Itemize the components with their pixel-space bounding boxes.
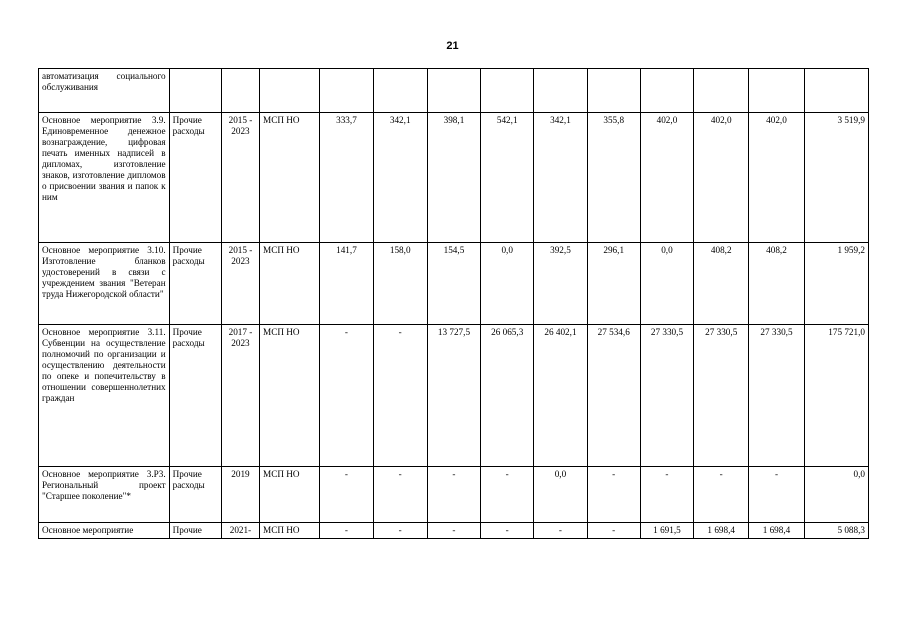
- cell-years: [221, 69, 259, 113]
- cell-source: [169, 69, 221, 113]
- cell-value: -: [320, 325, 373, 467]
- cell-value: -: [320, 467, 373, 523]
- cell-value: 342,1: [534, 113, 587, 243]
- cell-value: 27 330,5: [749, 325, 804, 467]
- cell-total: 5 088,3: [804, 523, 868, 539]
- cell-value: 1 691,5: [640, 523, 693, 539]
- cell-value: -: [749, 467, 804, 523]
- cell-value: -: [694, 467, 749, 523]
- cell-value: -: [481, 467, 534, 523]
- cell-value: 1 698,4: [694, 523, 749, 539]
- cell-years: 2017 - 2023: [221, 325, 259, 467]
- cell-value: 402,0: [694, 113, 749, 243]
- cell-total: 175 721,0: [804, 325, 868, 467]
- cell-value: 402,0: [749, 113, 804, 243]
- cell-executor: МСП НО: [260, 243, 320, 325]
- cell-executor: МСП НО: [260, 523, 320, 539]
- cell-value: 27 330,5: [694, 325, 749, 467]
- cell-value: 26 065,3: [481, 325, 534, 467]
- table-row: [39, 113, 869, 243]
- cell-source: Прочие расходы: [169, 325, 221, 467]
- cell-value: 296,1: [587, 243, 640, 325]
- table-row: [39, 325, 869, 467]
- cell-value: [749, 69, 804, 113]
- cell-total: [804, 69, 868, 113]
- cell-description: Основное мероприятие 3.11. Субвенции на осуществление полномочий по организации и осуществлению деятельности по опеке и попечительству в отношении совершеннолетних граждан: [39, 325, 170, 467]
- cell-years: 2015 - 2023: [221, 113, 259, 243]
- cell-value: [534, 69, 587, 113]
- cell-value: [427, 69, 480, 113]
- cell-value: 342,1: [373, 113, 427, 243]
- cell-value: 26 402,1: [534, 325, 587, 467]
- cell-value: 398,1: [427, 113, 480, 243]
- cell-value: -: [320, 523, 373, 539]
- cell-value: [640, 69, 693, 113]
- cell-years: 2015 - 2023: [221, 243, 259, 325]
- cell-value: -: [373, 325, 427, 467]
- cell-value: 1 698,4: [749, 523, 804, 539]
- cell-executor: [260, 69, 320, 113]
- cell-description: Основное мероприятие 3.10. Изготовление бланков удостоверений в связи с учреждением звания "Ветеран труда Нижегородской области": [39, 243, 170, 325]
- cell-value: 154,5: [427, 243, 480, 325]
- table-row: [39, 523, 869, 539]
- cell-source: Прочие: [169, 523, 221, 539]
- cell-value: 408,2: [749, 243, 804, 325]
- cell-value: [587, 69, 640, 113]
- cell-value: -: [427, 467, 480, 523]
- cell-description: автоматизация социального обслуживания: [39, 69, 170, 113]
- cell-value: 13 727,5: [427, 325, 480, 467]
- table-row: [39, 243, 869, 325]
- cell-value: 0,0: [640, 243, 693, 325]
- cell-value: -: [373, 523, 427, 539]
- cell-description: Основное мероприятие 3.Р3. Региональный проект "Старшее поколение"*: [39, 467, 170, 523]
- cell-value: 355,8: [587, 113, 640, 243]
- cell-description: Основное мероприятие 3.9. Единовременное денежное вознаграждение, цифровая печать именных надписей в дипломах, изготовление знаков, изготовление дипломов о присвоении звания и папок к ним: [39, 113, 170, 243]
- cell-total: 0,0: [804, 467, 868, 523]
- cell-value: -: [587, 523, 640, 539]
- cell-value: 0,0: [534, 467, 587, 523]
- table-row: [39, 467, 869, 523]
- cell-executor: МСП НО: [260, 325, 320, 467]
- cell-value: -: [587, 467, 640, 523]
- cell-value: 141,7: [320, 243, 373, 325]
- cell-years: 2021-: [221, 523, 259, 539]
- cell-value: 408,2: [694, 243, 749, 325]
- cell-value: [373, 69, 427, 113]
- cell-executor: МСП НО: [260, 113, 320, 243]
- cell-value: 542,1: [481, 113, 534, 243]
- cell-value: 158,0: [373, 243, 427, 325]
- cell-value: [481, 69, 534, 113]
- cell-total: 1 959,2: [804, 243, 868, 325]
- cell-executor: МСП НО: [260, 467, 320, 523]
- cell-value: -: [427, 523, 480, 539]
- cell-source: Прочие расходы: [169, 243, 221, 325]
- cell-value: -: [640, 467, 693, 523]
- page-number: 21: [446, 40, 459, 52]
- cell-value: 27 534,6: [587, 325, 640, 467]
- cell-source: Прочие расходы: [169, 113, 221, 243]
- cell-value: -: [481, 523, 534, 539]
- cell-value: 0,0: [481, 243, 534, 325]
- table-row: [39, 69, 869, 113]
- cell-description: Основное мероприятие: [39, 523, 170, 539]
- cell-value: 402,0: [640, 113, 693, 243]
- cell-years: 2019: [221, 467, 259, 523]
- cell-value: -: [373, 467, 427, 523]
- cell-value: [694, 69, 749, 113]
- cell-total: 3 519,9: [804, 113, 868, 243]
- cell-value: 392,5: [534, 243, 587, 325]
- cell-source: Прочие расходы: [169, 467, 221, 523]
- cell-value: 27 330,5: [640, 325, 693, 467]
- cell-value: -: [534, 523, 587, 539]
- cell-value: [320, 69, 373, 113]
- cell-value: 333,7: [320, 113, 373, 243]
- budget-table: [38, 68, 869, 539]
